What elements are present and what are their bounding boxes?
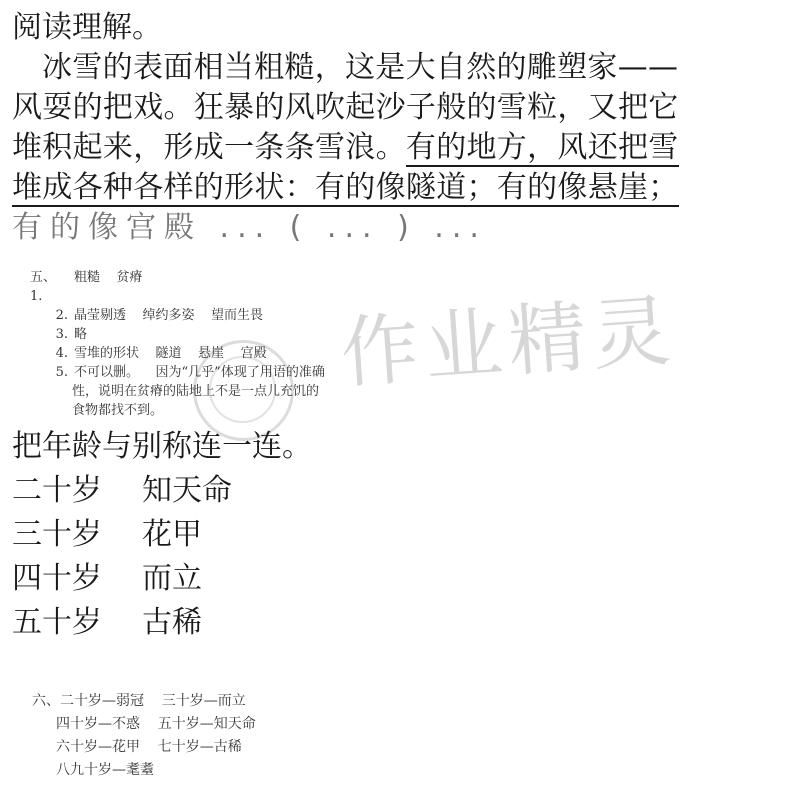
matching-pair-4	[12, 601, 312, 645]
answer6-row-2: 四十岁—不惑 五十岁—知天命	[56, 716, 256, 732]
passage-line-1: 冰雪的表面相当粗糙，这是大自然的雕塑家——	[42, 50, 679, 85]
alias-label-4: 古稀	[142, 605, 202, 640]
answer6-row-1: 六、二十岁—弱冠 三十岁—而立	[32, 693, 246, 709]
passage-line-4-underlined: 堆成各种各样的形状：有的像隧道；有的像悬崖；	[12, 170, 679, 205]
passage-line-4	[12, 168, 722, 208]
answer6-row-4: 八九十岁—耄耋	[56, 762, 154, 778]
matching-pair-2	[12, 513, 312, 557]
passage-line-3a: 堆积起来，形成一条条雪浪。	[12, 130, 406, 165]
matching-heading: 把年龄与别称连一连。	[12, 429, 312, 464]
answer-row-3	[30, 325, 390, 344]
answer-row-4	[30, 344, 390, 363]
alias-label-3: 而立	[142, 561, 202, 596]
age-label-4: 五十岁	[12, 605, 102, 640]
matching-pair-1	[12, 469, 312, 513]
passage	[12, 48, 722, 248]
passage-line-5-cut: 有的像宫殿 ... ( ... ) ...	[12, 210, 487, 245]
answer-text-4: 雪堆的形状 隧道 悬崖 宫殿	[74, 346, 267, 361]
age-label-3: 四十岁	[12, 561, 102, 596]
answer-text-5-cont-1: 性，说明在贫瘠的陆地上不是一点儿充饥的	[72, 384, 320, 399]
watermark-text: 作业精灵	[337, 286, 680, 400]
answer-num-5: 5.	[55, 365, 68, 380]
answer-text-5-cont-2: 食物都找不到。	[72, 403, 164, 418]
matching-pair-3	[12, 557, 312, 601]
answer-text-2: 晶莹剔透 绰约多姿 望而生畏	[74, 308, 264, 323]
answer-section-label: 五、1.	[30, 270, 57, 304]
reading-question	[12, 8, 722, 248]
answer-text-5: 不可以删。 因为“几乎”体现了用语的准确	[74, 365, 325, 380]
age-label-1: 二十岁	[12, 473, 102, 508]
answer-row-2	[30, 306, 390, 325]
passage-line-3	[12, 128, 722, 168]
reading-heading: 阅读理解。	[12, 10, 162, 45]
age-label-2: 三十岁	[12, 517, 102, 552]
answer-num-2: 2.	[55, 308, 68, 323]
answer-key-6	[32, 690, 256, 782]
passage-line-2: 风耍的把戏。狂暴的风吹起沙子般的雪粒，又把它	[12, 90, 679, 125]
passage-line-3b-underlined: 有的地方，风还把雪	[405, 130, 679, 165]
matching-question	[12, 425, 312, 645]
answer-text-3: 略	[74, 327, 88, 342]
answer-num-3: 3.	[55, 327, 68, 342]
answer-text-1: 粗糙 贫瘠	[74, 270, 143, 285]
answer-num-4: 4.	[55, 346, 68, 361]
answer-row-1	[30, 268, 390, 306]
alias-label-1: 知天命	[142, 473, 232, 508]
answer-row-5	[30, 363, 390, 382]
answer6-row-3: 六十岁—花甲 七十岁—古稀	[56, 739, 242, 755]
answer-key-5	[30, 268, 390, 420]
alias-label-2: 花甲	[142, 517, 202, 552]
